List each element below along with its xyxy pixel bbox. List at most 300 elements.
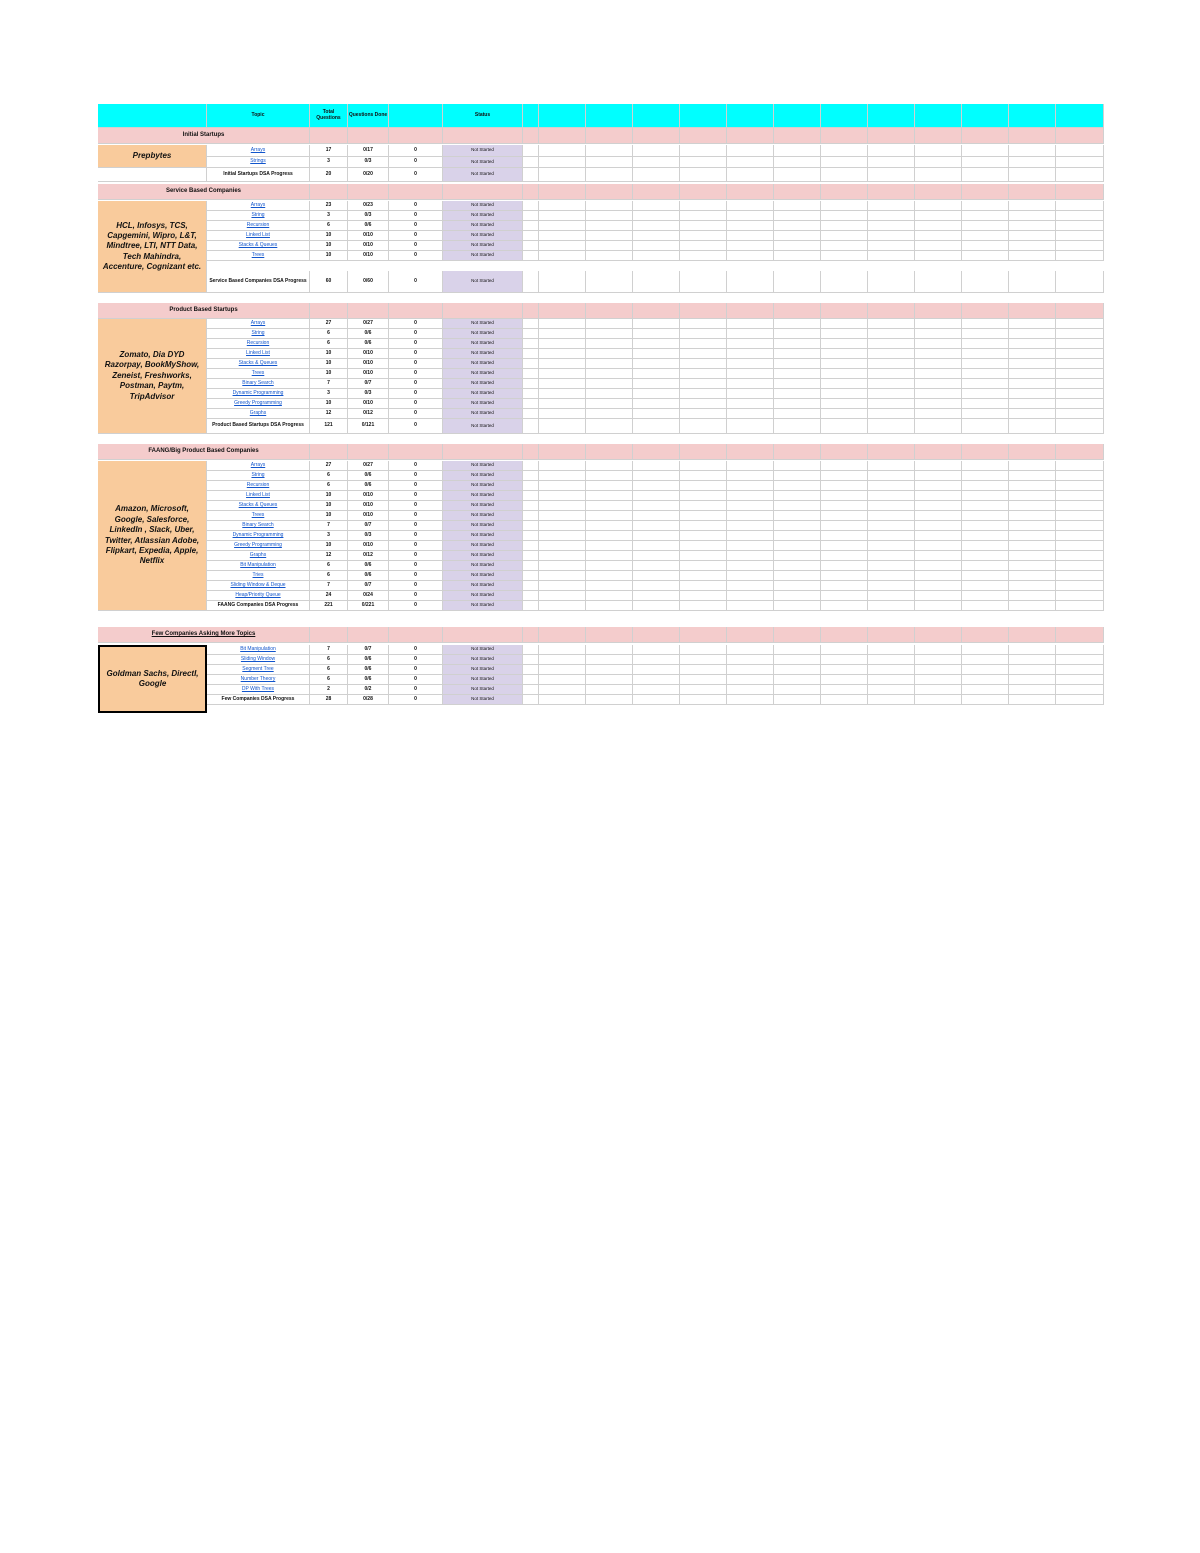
company-list: Goldman Sachs, DirectI, Google — [98, 645, 207, 713]
status-badge[interactable]: Not Started — [443, 665, 523, 675]
empty-cell — [962, 409, 1009, 419]
empty-cell — [774, 201, 821, 211]
status-badge[interactable]: Not Started — [443, 695, 523, 705]
status-badge[interactable]: Not Started — [443, 221, 523, 231]
empty-cell — [962, 561, 1009, 571]
questions-done: 0/27 — [348, 319, 389, 329]
empty-cell — [586, 251, 633, 261]
section-band-cell — [348, 184, 389, 200]
status-badge[interactable]: Not Started — [443, 329, 523, 339]
section-band-cell — [523, 627, 539, 643]
empty-cell — [586, 409, 633, 419]
progress-summary-label: Product Based Startups DSA Progress — [207, 419, 310, 434]
topic-link[interactable]: Bit Manipulation — [207, 561, 310, 571]
topic-link[interactable]: Strings — [207, 157, 310, 168]
empty-cell — [586, 695, 633, 705]
empty-cell — [586, 591, 633, 601]
status-badge[interactable]: Not Started — [443, 685, 523, 695]
empty-cell — [868, 531, 915, 541]
progress-percent: 0 — [389, 329, 443, 339]
empty-cell — [962, 168, 1009, 182]
progress-percent: 0 — [389, 419, 443, 434]
empty-cell — [915, 655, 962, 665]
empty-cell — [868, 369, 915, 379]
empty-cell — [1009, 521, 1056, 531]
empty-cell — [1056, 561, 1104, 571]
empty-cell — [539, 571, 586, 581]
questions-done: 0/12 — [348, 409, 389, 419]
empty-cell — [915, 157, 962, 168]
topic-link[interactable]: Arrays — [207, 461, 310, 471]
empty-cell — [1009, 571, 1056, 581]
empty-cell — [727, 695, 774, 705]
topic-link[interactable]: Heap/Priority Queue — [207, 591, 310, 601]
empty-cell — [1009, 531, 1056, 541]
status-badge[interactable]: Not Started — [443, 655, 523, 665]
empty-cell — [727, 211, 774, 221]
status-badge[interactable]: Not Started — [443, 241, 523, 251]
header-status: Status — [443, 104, 523, 128]
empty-cell — [539, 685, 586, 695]
empty-cell — [523, 339, 539, 349]
progress-summary-label: Initial Startups DSA Progress — [207, 168, 310, 182]
empty-cell — [633, 157, 680, 168]
empty-cell — [680, 409, 727, 419]
empty-cell — [962, 349, 1009, 359]
status-badge[interactable]: Not Started — [443, 591, 523, 601]
topic-link[interactable]: Sliding Window & Deque — [207, 581, 310, 591]
empty-cell — [1056, 211, 1104, 221]
section-band-cell — [1056, 128, 1104, 144]
empty-cell — [523, 581, 539, 591]
status-badge[interactable]: Not Started — [443, 501, 523, 511]
empty-cell — [868, 591, 915, 601]
empty-cell — [1009, 695, 1056, 705]
questions-done: 0/7 — [348, 379, 389, 389]
section-band-cell — [774, 184, 821, 200]
empty-cell — [821, 665, 868, 675]
topic-link[interactable]: Arrays — [207, 201, 310, 211]
topic-link[interactable]: Trees — [207, 511, 310, 521]
empty-cell — [680, 481, 727, 491]
topic-link[interactable]: Recursion — [207, 221, 310, 231]
empty-cell — [523, 329, 539, 339]
header-questions-done: Questions Done — [348, 104, 389, 128]
header-empty-cell — [539, 104, 586, 128]
total-questions: 23 — [310, 201, 348, 211]
total-questions: 12 — [310, 409, 348, 419]
header-empty-cell — [868, 104, 915, 128]
progress-percent: 0 — [389, 501, 443, 511]
topic-link[interactable]: Bit Manipulation — [207, 645, 310, 655]
empty-cell — [539, 399, 586, 409]
total-questions: 221 — [310, 601, 348, 611]
empty-cell — [821, 201, 868, 211]
empty-cell — [962, 419, 1009, 434]
topic-link[interactable]: Graphs — [207, 551, 310, 561]
status-badge[interactable]: Not Started — [443, 645, 523, 655]
total-questions: 10 — [310, 369, 348, 379]
topic-link[interactable]: Linked List — [207, 349, 310, 359]
status-badge[interactable]: Not Started — [443, 561, 523, 571]
status-badge[interactable]: Not Started — [443, 201, 523, 211]
empty-cell — [1009, 329, 1056, 339]
empty-cell — [523, 221, 539, 231]
section-band-cell — [586, 303, 633, 319]
status-badge[interactable]: Not Started — [443, 389, 523, 399]
empty-cell — [915, 541, 962, 551]
empty-cell — [523, 601, 539, 611]
empty-cell — [633, 145, 680, 157]
section-band-cell — [539, 627, 586, 643]
empty-cell — [523, 359, 539, 369]
empty-cell — [774, 359, 821, 369]
empty-cell — [586, 319, 633, 329]
section-band-cell — [1056, 303, 1104, 319]
status-badge[interactable]: Not Started — [443, 531, 523, 541]
empty-cell — [774, 551, 821, 561]
empty-cell — [633, 591, 680, 601]
empty-cell — [915, 551, 962, 561]
status-badge[interactable]: Not Started — [443, 369, 523, 379]
section-band-cell — [389, 184, 443, 200]
empty-cell — [1009, 319, 1056, 329]
empty-cell — [962, 675, 1009, 685]
empty-cell — [727, 231, 774, 241]
status-badge[interactable]: Not Started — [443, 339, 523, 349]
empty-cell — [727, 501, 774, 511]
total-questions: 6 — [310, 675, 348, 685]
section-band-cell — [1009, 627, 1056, 643]
topic-link[interactable]: Linked List — [207, 491, 310, 501]
empty-cell — [774, 168, 821, 182]
topic-link[interactable]: Recursion — [207, 339, 310, 349]
empty-cell — [962, 551, 1009, 561]
empty-cell — [962, 241, 1009, 251]
section-band-cell — [680, 444, 727, 460]
empty-cell — [523, 591, 539, 601]
empty-cell — [539, 591, 586, 601]
empty-cell — [821, 491, 868, 501]
empty-cell — [539, 461, 586, 471]
status-badge[interactable]: Not Started — [443, 211, 523, 221]
questions-done: 0/7 — [348, 521, 389, 531]
empty-cell — [727, 665, 774, 675]
empty-cell — [523, 461, 539, 471]
topic-link[interactable]: Arrays — [207, 319, 310, 329]
questions-done: 0/3 — [348, 531, 389, 541]
empty-cell — [774, 389, 821, 399]
empty-cell — [962, 399, 1009, 409]
header-empty-cell — [523, 104, 539, 128]
empty-cell — [1056, 531, 1104, 541]
progress-percent: 0 — [389, 461, 443, 471]
status-badge[interactable]: Not Started — [443, 551, 523, 561]
topic-link[interactable]: Arrays — [207, 145, 310, 157]
empty-cell — [633, 409, 680, 419]
empty-cell — [633, 561, 680, 571]
spreadsheet — [98, 104, 1102, 714]
empty-cell — [868, 695, 915, 705]
status-badge[interactable]: Not Started — [443, 399, 523, 409]
empty-cell — [680, 685, 727, 695]
empty-cell — [962, 461, 1009, 471]
empty-cell — [962, 329, 1009, 339]
empty-cell — [680, 419, 727, 434]
topic-link[interactable]: Dynamic Programming — [207, 531, 310, 541]
total-questions: 6 — [310, 221, 348, 231]
empty-cell — [1009, 168, 1056, 182]
empty-cell — [1056, 471, 1104, 481]
empty-cell — [774, 571, 821, 581]
status-badge[interactable]: Not Started — [443, 521, 523, 531]
status-badge[interactable]: Not Started — [443, 157, 523, 168]
empty-cell — [523, 511, 539, 521]
status-badge[interactable]: Not Started — [443, 461, 523, 471]
status-badge[interactable]: Not Started — [443, 675, 523, 685]
empty-cell — [523, 349, 539, 359]
header-empty-cell — [727, 104, 774, 128]
status-badge[interactable]: Not Started — [443, 419, 523, 434]
empty-cell — [915, 359, 962, 369]
empty-cell — [539, 521, 586, 531]
status-badge[interactable]: Not Started — [443, 379, 523, 389]
empty-cell — [915, 329, 962, 339]
empty-cell — [915, 419, 962, 434]
section-band-cell — [389, 444, 443, 460]
empty-cell — [1056, 157, 1104, 168]
status-badge[interactable]: Not Started — [443, 601, 523, 611]
empty-cell — [821, 409, 868, 419]
topic-link[interactable]: Graphs — [207, 409, 310, 419]
topic-link[interactable]: Stacks & Queues — [207, 359, 310, 369]
total-questions: 10 — [310, 349, 348, 359]
status-badge[interactable]: Not Started — [443, 319, 523, 329]
questions-done: 0/6 — [348, 481, 389, 491]
empty-cell — [1056, 521, 1104, 531]
topic-link[interactable]: Stacks & Queues — [207, 501, 310, 511]
questions-done: 0/10 — [348, 399, 389, 409]
empty-cell — [915, 461, 962, 471]
topic-link[interactable]: Trees — [207, 369, 310, 379]
total-questions: 10 — [310, 231, 348, 241]
status-badge[interactable]: Not Started — [443, 571, 523, 581]
topic-link[interactable]: String — [207, 471, 310, 481]
status-badge[interactable]: Not Started — [443, 511, 523, 521]
progress-percent: 0 — [389, 251, 443, 261]
empty-cell — [523, 645, 539, 655]
empty-cell — [586, 389, 633, 399]
empty-cell — [727, 157, 774, 168]
empty-cell — [774, 461, 821, 471]
total-questions: 28 — [310, 695, 348, 705]
section-band-cell — [868, 303, 915, 319]
empty-cell — [1009, 399, 1056, 409]
empty-cell — [539, 251, 586, 261]
empty-cell — [586, 145, 633, 157]
empty-cell — [821, 319, 868, 329]
empty-cell — [868, 271, 915, 293]
empty-cell — [1009, 471, 1056, 481]
topic-link[interactable]: Linked List — [207, 231, 310, 241]
empty-cell — [1056, 221, 1104, 231]
empty-cell — [915, 339, 962, 349]
total-questions: 27 — [310, 319, 348, 329]
empty-cell — [915, 675, 962, 685]
empty-cell — [586, 329, 633, 339]
section-band-cell — [680, 128, 727, 144]
section-band-cell — [821, 627, 868, 643]
empty-cell — [774, 591, 821, 601]
empty-cell — [633, 168, 680, 182]
topic-link[interactable]: Binary Search — [207, 521, 310, 531]
progress-percent: 0 — [389, 471, 443, 481]
topic-link[interactable]: Segment Tree — [207, 665, 310, 675]
empty-cell — [727, 241, 774, 251]
empty-cell — [774, 601, 821, 611]
empty-cell — [1009, 339, 1056, 349]
section-band-cell — [774, 444, 821, 460]
questions-done: 0/6 — [348, 655, 389, 665]
status-badge[interactable]: Not Started — [443, 481, 523, 491]
questions-done: 0/6 — [348, 561, 389, 571]
topic-link[interactable]: Greedy Programming — [207, 399, 310, 409]
empty-cell — [915, 409, 962, 419]
status-badge[interactable]: Not Started — [443, 491, 523, 501]
empty-cell — [523, 521, 539, 531]
empty-cell — [868, 581, 915, 591]
empty-cell — [821, 655, 868, 665]
section-band-cell — [1056, 444, 1104, 460]
status-badge[interactable]: Not Started — [443, 168, 523, 182]
status-badge[interactable]: Not Started — [443, 541, 523, 551]
empty-cell — [915, 241, 962, 251]
total-questions: 10 — [310, 511, 348, 521]
questions-done: 0/23 — [348, 201, 389, 211]
empty-cell — [680, 201, 727, 211]
empty-cell — [821, 461, 868, 471]
section-band-cell — [348, 128, 389, 144]
empty-cell — [539, 419, 586, 434]
empty-cell — [1009, 221, 1056, 231]
empty-cell — [1009, 201, 1056, 211]
empty-cell — [523, 655, 539, 665]
empty-cell — [523, 531, 539, 541]
status-badge[interactable]: Not Started — [443, 231, 523, 241]
empty-cell — [1056, 349, 1104, 359]
section-band-cell — [443, 128, 523, 144]
empty-cell — [1056, 501, 1104, 511]
topic-link[interactable]: Stacks & Queues — [207, 241, 310, 251]
section-band-cell — [1009, 444, 1056, 460]
section-band-cell — [774, 627, 821, 643]
empty-cell — [774, 379, 821, 389]
empty-cell — [586, 571, 633, 581]
empty-cell — [821, 157, 868, 168]
empty-cell — [680, 601, 727, 611]
empty-cell — [962, 369, 1009, 379]
questions-done: 0/24 — [348, 591, 389, 601]
section-band-cell — [633, 128, 680, 144]
topic-link[interactable]: Sliding Window — [207, 655, 310, 665]
empty-cell — [1009, 409, 1056, 419]
progress-percent: 0 — [389, 531, 443, 541]
empty-cell — [539, 645, 586, 655]
empty-cell — [1056, 241, 1104, 251]
progress-percent: 0 — [389, 231, 443, 241]
questions-done: 0/10 — [348, 541, 389, 551]
empty-cell — [868, 521, 915, 531]
status-badge[interactable]: Not Started — [443, 145, 523, 157]
topic-link[interactable]: String — [207, 211, 310, 221]
empty-cell — [915, 665, 962, 675]
empty-cell — [915, 491, 962, 501]
empty-cell — [586, 241, 633, 251]
empty-cell — [915, 695, 962, 705]
status-badge[interactable]: Not Started — [443, 409, 523, 419]
empty-cell — [680, 329, 727, 339]
topic-link[interactable]: Trees — [207, 251, 310, 261]
empty-cell — [915, 685, 962, 695]
section-band-cell — [680, 303, 727, 319]
topic-link[interactable]: Tries — [207, 571, 310, 581]
section-band-cell — [962, 184, 1009, 200]
empty-cell — [1056, 491, 1104, 501]
topic-link[interactable]: Binary Search — [207, 379, 310, 389]
empty-cell — [774, 561, 821, 571]
topic-link[interactable]: DP With Trees — [207, 685, 310, 695]
status-badge[interactable]: Not Started — [443, 581, 523, 591]
topic-link[interactable]: Greedy Programming — [207, 541, 310, 551]
empty-cell — [962, 201, 1009, 211]
empty-cell — [539, 231, 586, 241]
status-badge[interactable]: Not Started — [443, 359, 523, 369]
empty-cell — [1009, 157, 1056, 168]
empty-cell — [1056, 339, 1104, 349]
header-total-questions: Total Questions — [310, 104, 348, 128]
topic-link[interactable]: Number Theory — [207, 675, 310, 685]
empty-cell — [680, 145, 727, 157]
topic-link[interactable]: Recursion — [207, 481, 310, 491]
empty-cell — [727, 329, 774, 339]
empty-cell — [774, 481, 821, 491]
empty-cell — [586, 419, 633, 434]
status-badge[interactable]: Not Started — [443, 471, 523, 481]
section-band-cell — [774, 303, 821, 319]
questions-done: 0/10 — [348, 501, 389, 511]
status-badge[interactable]: Not Started — [443, 349, 523, 359]
empty-cell — [727, 145, 774, 157]
status-badge[interactable]: Not Started — [443, 251, 523, 261]
empty-cell — [774, 319, 821, 329]
progress-percent: 0 — [389, 241, 443, 251]
empty-cell — [915, 481, 962, 491]
status-badge[interactable]: Not Started — [443, 271, 523, 293]
empty-cell — [821, 221, 868, 231]
header-empty-cell — [389, 104, 443, 128]
topic-link[interactable]: String — [207, 329, 310, 339]
empty-cell — [539, 695, 586, 705]
topic-link[interactable]: Dynamic Programming — [207, 389, 310, 399]
empty-cell — [774, 541, 821, 551]
section-title — [98, 128, 310, 144]
empty-cell — [868, 241, 915, 251]
questions-done: 0/10 — [348, 511, 389, 521]
section-band-cell — [821, 444, 868, 460]
empty-cell — [727, 481, 774, 491]
questions-done: 0/27 — [348, 461, 389, 471]
section-band-cell — [727, 184, 774, 200]
